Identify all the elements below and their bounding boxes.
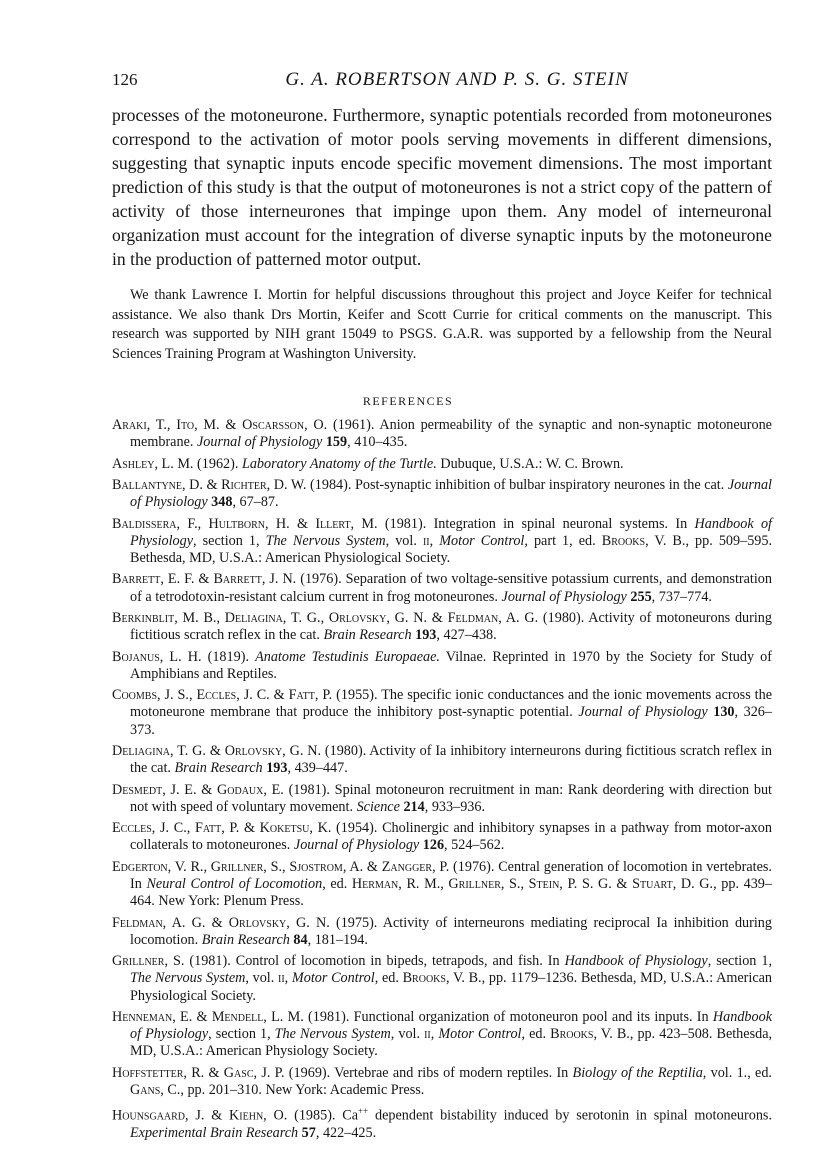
reference-text: Journal of Physiology (196, 434, 323, 451)
reference-text: , (430, 1026, 439, 1043)
reference-text: (1980). Activity of motoneurons during fictitious scratch reflex in the cat. (130, 609, 772, 644)
reference-text: , vol. (385, 532, 423, 549)
reference-text: 126 (422, 837, 445, 854)
reference-text: (1981). Integration in spinal neuronal systems. In (377, 515, 695, 532)
reference-text: , 181–194. (307, 931, 368, 948)
reference-entry (112, 417, 772, 451)
reference-text: Motor Control (438, 1026, 522, 1043)
reference-text: Henneman, E. & Mendell, L. M. (112, 1008, 304, 1025)
reference-text: Journal of Physiology (578, 704, 708, 721)
reference-text: ii (277, 970, 285, 987)
reference-text: Araki, T., Ito, M. & Oscarsson, O. (112, 417, 328, 433)
reference-text: (1954). Cholinergic and inhibitory synapses in a pathway from motor-axon collaterals to motoneurones. (130, 820, 772, 854)
reference-text: ++ (358, 1106, 369, 1117)
reference-text: (1985). Ca (287, 1108, 359, 1125)
reference-text: , ed. (322, 875, 352, 892)
reference-text: Eccles, J. C., Fatt, P. & Koketsu, K. (112, 820, 332, 837)
reference-text: Brooks, V. B. (402, 970, 482, 987)
reference-text: The Nervous System (274, 1026, 391, 1043)
reference-text: (1984). Post-synaptic inhibition of bulbar inspiratory neurones in the cat. (306, 476, 728, 493)
reference-text: Feldman, A. G. & Orlovsky, G. N. (112, 914, 330, 931)
reference-text: Experimental Brain Research (130, 1125, 299, 1142)
page-number: 126 (112, 70, 138, 89)
reference-text: , ed. (521, 1026, 551, 1043)
reference-text: , 524–562. (444, 837, 505, 854)
reference-text: Edgerton, V. R., Grillner, S., Sjostrom, A. & Zangger, P. (112, 858, 450, 875)
reference-entry (112, 1103, 772, 1142)
reference-text: (1976). Central generation of locomotion in vertebrates. In (130, 858, 772, 892)
reference-text: Berkinblit, M. B., Deliagina, T. G., Orlovsky, G. N. & Feldman, A. G. (112, 609, 539, 626)
reference-text: dependent bistability induced by serotonin in spinal motoneurons. (368, 1108, 772, 1125)
reference-text: Ballantyne, D. & Richter, D. W. (112, 476, 307, 493)
page-header (112, 70, 772, 98)
reference-entry (112, 782, 772, 816)
reference-text: 193 (266, 760, 288, 777)
reference-text: (1976). Separation of two voltage-sensitive potassium currents, and demonstration of a tetrodotoxin-resistant calcium current in frog motoneurones. (130, 571, 772, 605)
reference-entry (112, 456, 772, 473)
reference-text: (1980). Activity of Ia inhibitory interneurons during fictitious scratch reflex in the cat. (130, 742, 772, 777)
reference-text: 57 (301, 1125, 316, 1142)
reference-text: Journal of Physiology (130, 476, 772, 511)
reference-text: (1962). (193, 455, 242, 472)
reference-entry (112, 516, 772, 568)
reference-text: ii (422, 532, 430, 549)
reference-text: (1981). Functional organization of motoneuron pool and its inputs. In (303, 1008, 713, 1025)
reference-text: 255 (630, 588, 652, 605)
reference-text: The Nervous System (130, 970, 246, 987)
reference-text: 130 (713, 704, 735, 721)
reference-text: , section 1, (208, 1026, 275, 1043)
reference-text: , section 1, (707, 953, 772, 970)
reference-list (112, 417, 772, 1147)
acknowledgement-paragraph: We thank Lawrence I. Mortin for helpful discussions throughout this project and Joyce Keifer for technical assistance. We also thank Drs Mortin, Keifer and Scott Currie for critical comments on the manuscript. This research was supported by NIH grant 15049 to PSGS. G.A.R. was supported by a fellowship from the Neural Sciences Training Program at Washington University. (112, 287, 772, 362)
body-paragraph: processes of the motoneurone. Furthermore, synaptic potentials recorded from motoneurones correspond to the activation of motor pools serving movements in different dimensions, suggesting that synaptic inputs encode specific movement dimensions. The most important prediction of this study is that the output of motoneurones is not a strict copy of the pattern of activity of those interneurones that impinge upon them. Any model of interneuronal organization must account for the integration of diverse synaptic inputs by the motoneurone in the production of patterned motor output. (112, 105, 772, 269)
reference-text: , pp. 201–310. New York: Academic Press. (180, 1081, 425, 1098)
reference-text: , part 1, ed. (524, 532, 602, 549)
reference-text: (1975). Activity of interneurons mediating reciprocal Ia inhibition during locomotion. (130, 914, 772, 948)
reference-text: , vol. 1., ed. (702, 1064, 772, 1081)
reference-text: , pp. 509–595. Bethesda, MD, U.S.A.: American Physiological Society. (130, 532, 773, 566)
reference-entry (112, 820, 772, 854)
reference-entry (112, 953, 772, 1005)
reference-text: , 933–936. (424, 798, 486, 815)
reference-text: Gans, C. (130, 1081, 181, 1098)
reference-text: Motor Control (291, 970, 375, 987)
reference-text: Biology of the Reptilia (572, 1064, 703, 1081)
reference-text: , (284, 970, 292, 987)
reference-entry (112, 571, 772, 605)
reference-entry (112, 687, 772, 739)
reference-text: Motor Control (439, 532, 525, 549)
reference-text: , vol. (245, 970, 278, 987)
reference-text: Herman, R. M., Grillner, S., Stein, P. S. G. & Stuart, D. G. (351, 875, 714, 892)
reference-text: (1961). Anion permeability of the synaptic and non-synaptic motoneurone membrane. (130, 417, 772, 451)
reference-entry (112, 859, 772, 911)
reference-entry (112, 1065, 772, 1099)
reference-text: , 326–373. (130, 704, 772, 738)
reference-text: Dubuque, U.S.A.: W. C. Brown. (436, 455, 624, 472)
references-heading: REFERENCES (362, 394, 454, 408)
reference-text: Coombs, J. S., Eccles, J. C. & Fatt, P. (112, 687, 333, 704)
reference-text: Grillner, S. (112, 953, 185, 970)
reference-text: , 737–774. (651, 588, 712, 605)
reference-text: Journal of Physiology (293, 837, 420, 854)
reference-text: Brooks, V. B. (601, 532, 686, 549)
reference-text: , 67–87. (232, 494, 279, 511)
reference-text: Science (356, 798, 400, 815)
reference-text: Baldissera, F., Hultborn, H. & Illert, M. (112, 515, 378, 532)
reference-text: Brain Research (201, 931, 290, 948)
reference-text: , 439–447. (287, 760, 348, 777)
reference-text: , pp. 423–508. Bethesda, MD, U.S.A.: American Physiology Society. (130, 1026, 773, 1060)
reference-text: 159 (325, 434, 348, 451)
reference-text: (1981). Spinal motoneuron recruitment in man: Rank deordering with direction but not with speed of voluntary movement. (130, 781, 772, 815)
reference-text: Neural Control of Locomotion (146, 875, 323, 892)
reference-entry (112, 743, 772, 777)
reference-text: , vol. (390, 1026, 425, 1043)
reference-text: Laboratory Anatomy of the Turtle. (241, 455, 437, 472)
reference-entry (112, 610, 772, 644)
reference-text: Brain Research (323, 627, 412, 644)
reference-text: Deliagina, T. G. & Orlovsky, G. N. (112, 742, 322, 759)
reference-text: , pp. 1179–1236. Bethesda, MD, U.S.A.: American Physiological Society. (130, 970, 773, 1004)
reference-text: Brain Research (174, 760, 263, 777)
reference-text: ii (424, 1026, 431, 1043)
reference-text: Vilnae. Reprinted in 1970 by the Society for Study of Amphibians and Reptiles. (130, 648, 772, 682)
reference-text: Journal of Physiology (501, 588, 627, 605)
reference-text: 348 (211, 494, 233, 511)
reference-text: Barrett, E. F. & Barrett, J. N. (112, 571, 297, 588)
reference-text: The Nervous System (265, 532, 386, 549)
reference-entry (112, 649, 772, 683)
reference-text: , 410–435. (347, 434, 408, 451)
reference-text: 84 (293, 931, 308, 948)
reference-text: Hounsgaard, J. & Kiehn, O. (112, 1108, 288, 1125)
reference-text: Ashley, L. M. (112, 455, 194, 472)
reference-text: , pp. 439–464. New York: Plenum Press. (130, 875, 772, 910)
reference-text: (1981). Control of locomotion in bipeds, tetrapods, and fish. In (184, 953, 565, 970)
reference-text: Brooks, V. B. (550, 1026, 630, 1043)
reference-text: Desmedt, J. E. & Godaux, E. (112, 781, 284, 798)
reference-text: (1955). The specific ionic conductances and the ionic movements across the motoneurone membrane that produce the inhibitory post-synaptic potential. (130, 687, 772, 721)
reference-text: (1819). (201, 648, 256, 665)
reference-text: 214 (403, 798, 425, 815)
reference-text: Handbook of Physiology (564, 953, 708, 970)
reference-text: Hoffstetter, R. & Gasc, J. P. (112, 1064, 285, 1081)
reference-text: (1969). Vertebrae and ribs of modern reptiles. In (284, 1064, 573, 1081)
reference-text: , 427–438. (436, 627, 497, 644)
running-head: G. A. ROBERTSON AND P. S. G. STEIN (285, 69, 629, 90)
reference-text: 193 (415, 627, 437, 644)
reference-text: , (429, 532, 440, 549)
reference-text: Anatome Testudinis Europaeae. (255, 648, 440, 665)
reference-entry (112, 1009, 772, 1061)
reference-text: Bojanus, L. H. (112, 648, 202, 665)
reference-entry (112, 915, 772, 949)
reference-text: Handbook of Physiology (130, 515, 772, 549)
reference-entry (112, 477, 772, 511)
reference-text: Handbook of Physiology (130, 1008, 772, 1043)
reference-text: , 422–425. (315, 1125, 377, 1142)
reference-text: , section 1, (193, 532, 266, 549)
reference-text: , ed. (374, 970, 403, 987)
